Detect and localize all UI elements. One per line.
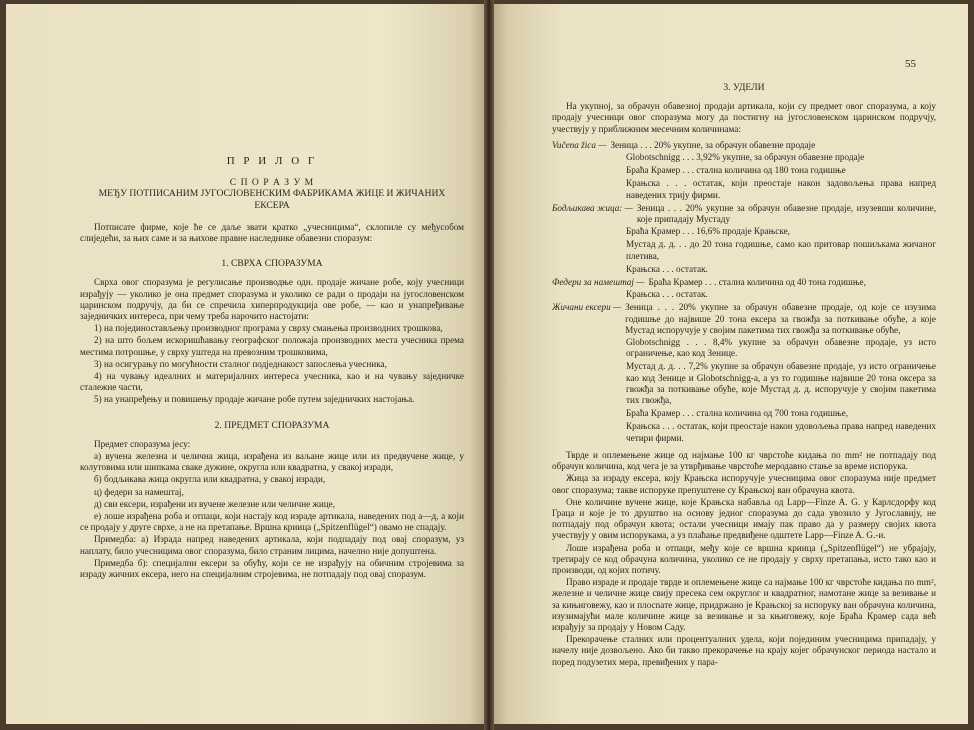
body-paragraph: Жица за израду ексера, коју Крањска испоручује учесницима овог споразума није предмет овог споразума; такве испоруке препуштене су Крањској ван обрачуна квота. (552, 473, 936, 495)
quota-label: Федери за намештај — (552, 277, 645, 288)
section-3-heading: 3. УДЕЛИ (723, 82, 765, 93)
section-2-item: д) сви ексери, израђени из вучене железне или челичне жице, (94, 498, 336, 509)
quota-line: Крањска . . . остатак, који преостаје након удовољења права напред наведених четири фирми. (626, 421, 936, 443)
quota-group (552, 140, 936, 151)
body-paragraph: Тврде и оплемењене жице од најмање 100 кг чврстоће кидања по mm² не потпадају под обрачун количина, код чега је за утврђивање чврстоће меродавно стање за време испорука. (552, 449, 936, 472)
section-1-item: 2) на што бољем искоришћавању географског положаја производних места учесника према местима потрошње, у сврху уштеда на превозним трошковима, (80, 335, 464, 357)
section-1-intro: Сврха овог споразума је регулисање производње одн. продаје жичане робе, коју учесници израђују — уколико је она предмет споразума и уколико се ради о продаји на југословенском царинском подручју, да би се спречила хиперпродукција ове робе, — као и унапређивање заједничких интереса, при чему треба нарочито настојати: (80, 277, 464, 322)
quota-line: Globotschnigg . . . 3,92% укупне, за обрачун обавезне продаје (626, 152, 865, 163)
quota-line: Крањска . . . остатак. (626, 263, 708, 274)
section-1-item: 4) на чувању идеалних и материјалних интереса учесника, као и на чувању заједничке сталежне части, (80, 371, 464, 393)
section-2-item: е) лоше израђена роба и отпаци, који настају код израде артикала, наведених под а—д, а који се продају у друге сврхе, а не на претапање. Вршна криица („Spitzenflügel“) овамо не спадају. (80, 511, 464, 533)
quota-line: Браћа Крамер . . . стална количина од 180 тона годишње (626, 165, 846, 176)
section-2-item: б) бодљикава жица округла или квадратна, у свакој изради, (94, 474, 326, 485)
page-number: 55 (905, 58, 916, 70)
section-1-heading: 1. СВРХА СПОРАЗУМА (221, 258, 323, 270)
body-paragraph: Прекорачење сталних или процентуалних удела, који појединим учесницима припадају, у начелу није дозвољено. Ако би такво прекорачење на крају којег обрачунског периода настало и поред подузетих мера, превиђених у пара- (552, 634, 936, 667)
quota-label: Vučena žica — (552, 139, 607, 150)
quota-label: Бодљикава жица: — (552, 202, 633, 213)
quota-line: Мустад д. д. . . 7,2% укупне за обрачун обавезне продаје, уз исто ограничење као код Зенице и Globotschnigg-а, а уз то годишње највише 20 тона оксера за гвожђа за поткивање обуће, које Мустад д. д. испоручује у својим пакетима тих гвожђа, (626, 361, 936, 406)
section-1-item: 5) на унапређењу и повишењу продаје жичане робе путем заједничких настојања. (94, 394, 415, 405)
note-a: Примедба: а) Израда напред наведених артикала, који подпадају под овај споразум, уз наплату, било учесницима овог споразума, било страним лицима, начелно није допуштена. (80, 534, 464, 556)
note-b: Примедба б): специјални ексери за обућу, који се не израђују на обичним стројевима за израду жичних ексера, него на специјалним стројевима, не потпадају под овај споразум. (80, 557, 464, 580)
right-page (494, 4, 968, 724)
quota-line: Зеница . . . 20% укупне за обрачун обавезне продаје, од које се изузима годишње до највише 20 тона ексера за гвожђа за поткивање обуће, а које Мустад испоручује у својим пакетима тих гвожђа за поткивање обуће, (625, 302, 936, 335)
quota-line: Крањска . . . остатак, који преостаје након задовољења права напред наведених трију фирми. (626, 178, 936, 200)
quota-line: Браћа Крамер . . . стална количина од 700 тона годишње, (626, 408, 849, 419)
section-2-intro: Предмет споразума јесу: (94, 438, 191, 449)
quota-line: Браћа Крамер . . . 16,6% продаје Крањске, (626, 226, 790, 237)
body-paragraph: Лоше израђена роба и отпаци, међу које се вршна криица („Spitzenflügel“) не убрајају, третирају се код обрачуна количина, уколико се не продају у сврху претапања, исто тако као и производи, од којих потичу. (552, 542, 936, 575)
quota-line: Зеница . . . 20% укупне за обрачун обавезне продаје, изузевши количине, које припадају Мустаду (636, 202, 936, 225)
agreement-subtitle: МЕЂУ ПОТПИСАНИМ ЈУГОСЛОВЕНСКИМ ФАБРИКАМА ЖИЦЕ И ЖИЧАНИХ ЕКСЕРА (98, 188, 446, 211)
section-1-item: 3) на осигурању по могућности сталног подједнакост запослења учесника, (94, 358, 387, 369)
section-2-heading: 2. ПРЕДМЕТ СПОРАЗУМА (214, 419, 330, 431)
section-1-item: 1) на појединостављењу производног програма у сврху смањења производних трошкова, (94, 323, 443, 334)
quota-label: Жичани ексери — (552, 302, 622, 313)
quota-line: Зеница . . . 20% укупне, за обрачун обавезне продаје (610, 139, 816, 150)
section-3-intro: На укупној, за обрачун обавезној продаји артикала, који су предмет овог споразума, а коју продају учесници овог споразума могу да постигну на југословенском царинском подручју, учествују у приближним месечним количинама: (552, 101, 936, 134)
intro-paragraph: Потписате фирме, које ће се даље звати кратко „учесницима“, склопиле су међусобом слиједећи, за њих саме и за њихове правне наследнике обавезни споразум: (80, 221, 464, 244)
quota-group (552, 203, 936, 225)
section-2-item: ц) федери за намештај, (94, 486, 184, 497)
quota-group (552, 277, 936, 288)
right-page-column (552, 78, 936, 669)
book-gutter (484, 0, 494, 730)
agreement-title: С П О Р А З У М (229, 177, 315, 189)
left-page (6, 4, 484, 724)
body-paragraph: Оне количине вучене жице, које Крањска набавља од Lapp—Finze A. G. у Карлсдорфу код Граца и које је то друштво на основу једног споразума до сада увозило у Југославију, не потпадају под обрачун квота; остали учесници имају пак право да у размеру својих квота учествују у овим испорукама, а уз плаћање предвиђене одштете Lapp—Finze A. G.-и. (552, 496, 936, 541)
appendix-title: П Р И Л О Г (226, 155, 318, 167)
quota-line: Globotschnigg . . . 8,4% укупне за обрачун обавезне продаје, уз исто ограничење, као код Зенице. (626, 337, 936, 359)
quota-group (552, 302, 936, 336)
quota-line: Браћа Крамер . . . стална количина од 40 тона годишње, (648, 277, 866, 288)
body-paragraph: Право израде и продаје тврде и оплемењене жице са најмање 100 кг чврстоће кидања по mm², железне и челичне жице свију пресека сем округлог и квадратног, намотане жице за везивање и за кињиговежу, као и плосnaте жице, придржано је Крањској за испоруку ван обрачуна количина, изузимајући мале количине жице за везивање и за књиговежу, које Браћа Крамер сада већ израђују за продају у Новом Саду. (552, 577, 936, 632)
quota-line: Крањска . . . остатак. (626, 289, 708, 300)
section-2-item: а) вучена железна и челична жица, израђена из ваљане жице или из предвучене жице, у колутовима или шипкама сваке дужине, округла или квадратна, у свакој изради, (80, 451, 464, 473)
quota-line: Мустад д. д. . . до 20 тона годишње, само као притовар пошиљкама жичаног плетива, (626, 239, 936, 261)
left-page-column (80, 156, 464, 581)
